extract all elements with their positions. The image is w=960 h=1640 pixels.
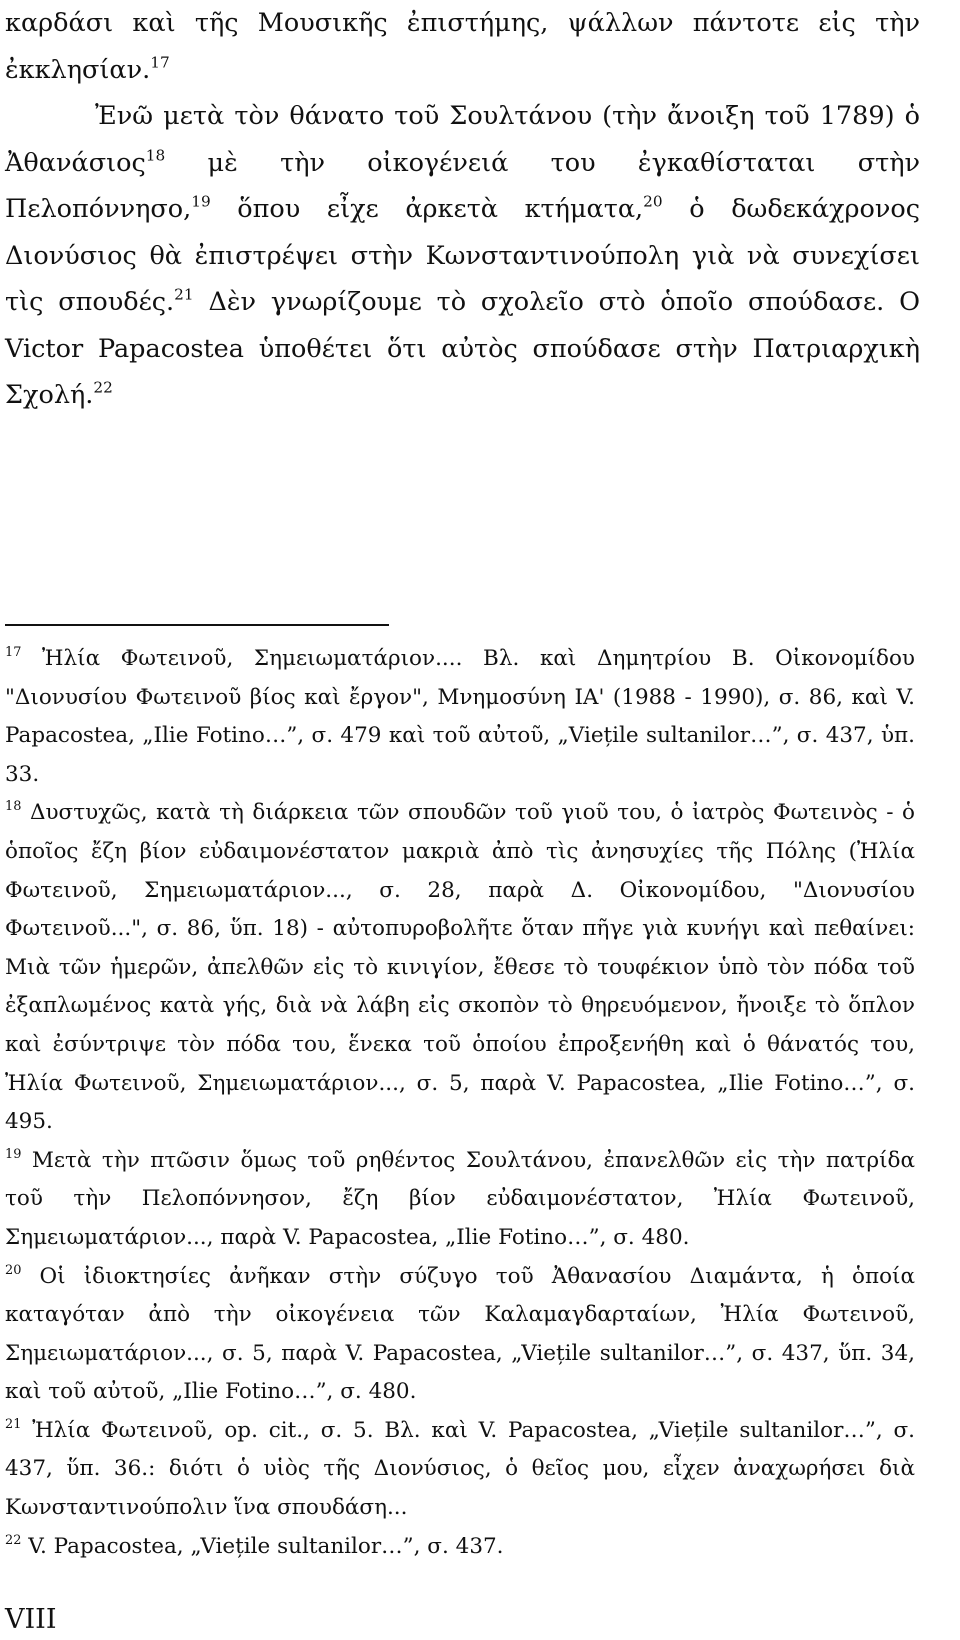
footnote-number: 17 [5, 644, 22, 660]
footnote-text: V. Papacostea, „Viețile sultanilor…”, σ. 437. [21, 1533, 504, 1559]
footnote [5, 1142, 915, 1258]
footnote-ref[interactable]: 22 [93, 378, 113, 397]
text-run: Ἐνῶ μετὰ τὸν θάνατο τοῦ Σουλτάνου (τὴν ἄνοιξη τοῦ 1789) ὁ Ἀθανάσιος [5, 101, 920, 178]
footnote-text: Δυστυχῶς, κατὰ τὴ διάρκεια τῶν σπουδῶν τοῦ γιοῦ του, ὁ ἰατρὸς Φωτεινὸς - ὁ ὁποῖος ἔζη βίον εὐδαιμονέστατον μακριὰ ἀπὸ τὶς ἀνησυχίες τῆς Πόλης (Ἠλία Φωτεινοῦ, Σημειωματάριον..., σ. 28, παρὰ Δ. Οἰκονομίδου, "Διονυσίου Φωτεινοῦ...", σ. 86, ὕπ. 18) - αὐτοπυροβολῆτε ὅταν πῆγε γιὰ κυνήγι καὶ πεθαίνει: Μιὰ τῶν ἡμερῶν, ἀπελθῶν εἰς τὸ κινιγίον, ἔθεσε τὸ τουφέκιον ὑπὸ τὸν πόδα τοῦ ἐξαπλωμένος κατὰ γής, διὰ νὰ λάβη εἰς σκοπὸν τὸ θηρευόμενον, ἤνοιξε τὸ ὅπλον καὶ ἐσύντριψε τὸν πόδα του, ἕνεκα τοῦ ὁποίου ἐπροξενήθη καὶ ὁ θάνατός του, Ἠλία Φωτεινοῦ, Σημειωματάριον..., σ. 5, παρὰ V. Papacostea, „Ilie Fotino…”, σ. 495. [5, 800, 915, 1135]
footnote [5, 794, 915, 1141]
footnote-number: 22 [5, 1532, 22, 1548]
paragraph [5, 93, 920, 419]
footnote-text: Οἱ ἰδιοκτησίες ἀνῆκαν στὴν σύζυγο τοῦ Ἀθανασίου Διαμάντα, ἡ ὁποία καταγόταν ἀπὸ τὴν οἰκογένεια τῶν Καλαμαγδαρταίων, Ἠλία Φωτεινοῦ, Σημειωματάριον..., σ. 5, παρὰ V. Papacostea, „Viețile sultanilor…”, σ. 437, ὕπ. 34, καὶ τοῦ αὐτοῦ, „Ilie Fotino…”, σ. 480. [5, 1263, 915, 1405]
footnote-separator [5, 624, 389, 626]
footnote [5, 1258, 915, 1412]
text-run: Δὲν γνωρίζουμε τὸ σχολεῖο στὸ ὁποῖο σπούδασε. O Victor Papacostea ὑποθέτει ὅτι αὐτὸς σπούδασε στὴν Πατριαρχικὴ Σχολή. [5, 287, 920, 410]
page-number: VIII [5, 1604, 57, 1635]
text-run: μὲ τὴν οἰκογένειά του ἐγκαθίσταται στὴν Πελοπόννησο, [5, 147, 920, 224]
footnote-number: 19 [5, 1146, 22, 1162]
footnote-number: 18 [5, 799, 22, 815]
footnote-number: 20 [5, 1262, 22, 1278]
text-run: καρδάσι καὶ τῆς Μουσικῆς ἐπιστήμης, ψάλλων πάντοτε εἰς τὴν ἐκκλησίαν. [5, 8, 920, 85]
footnote-ref[interactable]: 21 [174, 285, 194, 304]
footnote-ref[interactable]: 20 [643, 192, 663, 211]
body-text [5, 0, 920, 419]
footnote-ref[interactable]: 19 [191, 192, 211, 211]
footnote [5, 640, 915, 794]
text-run: ὅπου εἶχε ἀρκετὰ κτήματα, [210, 194, 644, 224]
text-run: ὁ δωδεκάχρονος Διονύσιος θὰ ἐπιστρέψει στὴν Κωνσταντινούπολη γιὰ νὰ συνεχίσει τὶς σπουδές. [5, 194, 920, 317]
footnote-ref[interactable]: 18 [145, 145, 166, 164]
footnote [5, 1528, 915, 1567]
footnote-ref[interactable]: 17 [150, 52, 170, 71]
footnote-text: Ἠλία Φωτεινοῦ, Σημειωματάριον.... Βλ. καὶ Δημητρίου Β. Οἰκονομίδου "Διονυσίου Φωτεινοῦ βίος καὶ ἔργον", Μνημοσύνη ΙΑ' (1988 - 1990), σ. 86, καὶ V. Papacostea, „Ilie Fotino…”, σ. 479 καὶ τοῦ αὐτοῦ, „Viețile sultanilor…”, σ. 437, ὑπ. 33. [5, 646, 915, 787]
footnote-number: 21 [5, 1416, 22, 1432]
footnote-text: Ἠλία Φωτεινοῦ, op. cit., σ. 5. Βλ. καὶ V. Papacostea, „Viețile sultanilor…”, σ. 437, ὕπ. 36.: διότι ὁ υἱὸς τῆς Διονύσιος, ὁ θεῖος μου, εἶχεν ἀναχωρήσει διὰ Κωνσταντινούπολιν ἵνα σπουδάση... [5, 1417, 915, 1521]
footnote-text: Μετὰ τὴν πτῶσιν ὅμως τοῦ ρηθέντος Σουλτάνου, ἐπανελθῶν εἰς τὴν πατρίδα τοῦ τὴν Πελοπόννησον, ἔζη βίον εὐδαιμονέστατον, Ἠλία Φωτεινοῦ, Σημειωματάριον..., παρὰ V. Papacostea, „Ilie Fotino…”, σ. 480. [5, 1147, 915, 1250]
footnote [5, 1412, 915, 1528]
footnotes [5, 640, 915, 1566]
paragraph [5, 0, 920, 93]
